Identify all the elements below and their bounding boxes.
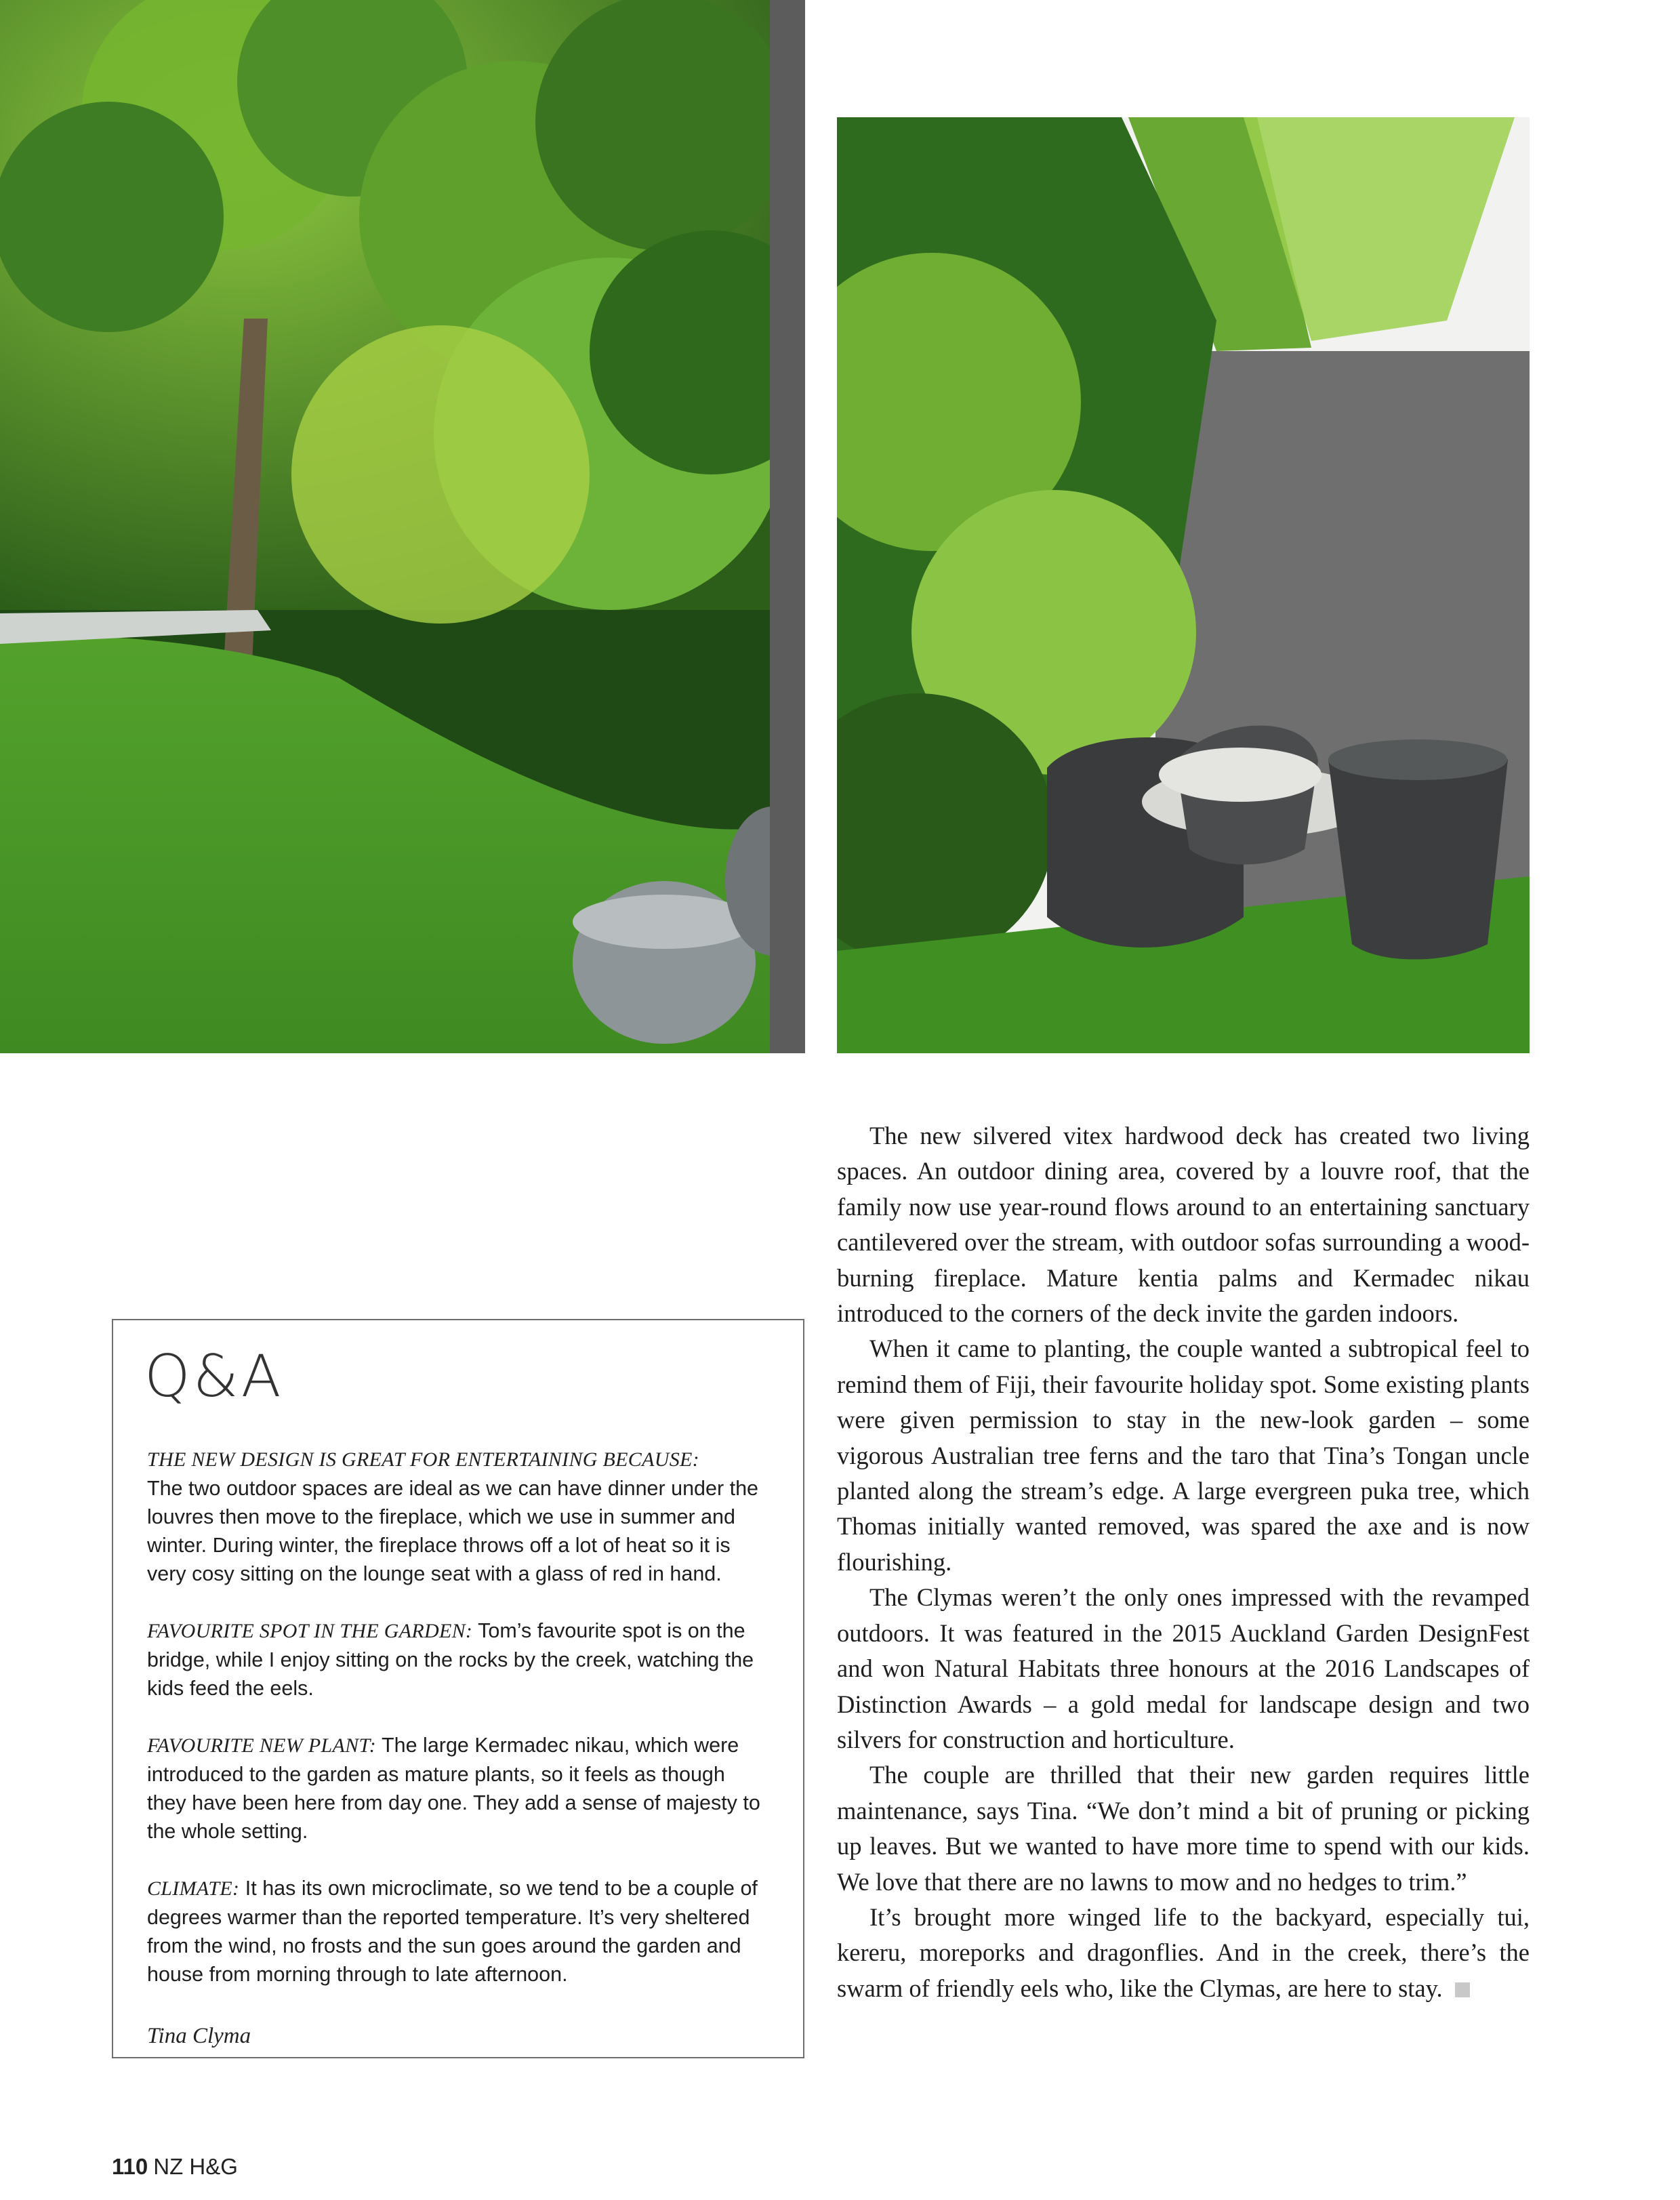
wicker-seating-illustration: [837, 117, 1530, 1053]
end-of-article-square-icon: [1455, 1982, 1470, 1997]
garden-lawn-photo: [0, 0, 805, 1053]
article-paragraph: The Clymas weren’t the only ones impressed with the revamped outdoors. It was featured in the 2015 Auckland Garden DesignFest and won Natural Habitats three honours at the 2016 Landscapes of Distinction Awards – a gold medal for landscape design and two silvers for construction and horticulture.: [837, 1583, 1530, 1753]
qa-answer: Tom’s favourite spot is on the bridge, while I enjoy sitting on the rocks by the creek, watching the kids feed the eels.: [147, 1619, 754, 1700]
garden-lawn-illustration: [0, 0, 805, 1053]
article-body: [837, 1118, 1530, 2006]
qa-signoff-author: Tina Clyma: [147, 2024, 251, 2048]
page-number: 110: [112, 2154, 148, 2179]
qa-entry: [147, 1616, 769, 1703]
qa-entry: [147, 1445, 769, 1588]
article-paragraph: When it came to planting, the couple wanted a subtropical feel to remind them of Fiji, their favourite holiday spot. Some existing plants were given permission to stay in the new-look garden – some vigorous Australian tree ferns and the taro that Tina’s Tongan uncle planted along the stream’s edge. A large evergreen puka tree, which Thomas initially wanted removed, was spared the axe and is now flourishing.: [837, 1335, 1530, 1576]
page-folio: [112, 2154, 238, 2180]
article-paragraph-text: It’s brought more winged life to the backyard, especially tui, kereru, moreporks and dragonflies. And in the creek, there’s the swarm of friendly eels who, like the Clymas, are here to stay.: [837, 1902, 1530, 2002]
qa-entry: [147, 1874, 769, 1989]
qa-answer: The two outdoor spaces are ideal as we can have dinner under the louvres then move to the fireplace, which we use in summer and winter. During winter, the fireplace throws off a lot of heat so it is very cosy sitting on the lounge seat with a glass of red in hand.: [147, 1477, 759, 1585]
article-paragraph: The new silvered vitex hardwood deck has created two living spaces. An outdoor dining area, covered by a louvre roof, that the family now use year-round flows around to an entertaining sanctuary cantilevered over the stream, with outdoor sofas surrounding a wood-burning fireplace. Mature kentia palms and Kermadec nikau introduced to the corners of the deck invite the garden indoors.: [837, 1122, 1530, 1328]
qa-question: FAVOURITE SPOT IN THE GARDEN:: [147, 1620, 473, 1642]
article-paragraph-last: [837, 1900, 1530, 2006]
qa-question: CLIMATE:: [147, 1877, 240, 1900]
qa-entry: [147, 1731, 769, 1846]
wicker-seating-photo: [837, 117, 1530, 1053]
publication-name: NZ H&G: [153, 2154, 238, 2179]
qa-question: THE NEW DESIGN IS GREAT FOR ENTERTAINING BECAUSE:: [147, 1448, 699, 1471]
qa-answer: It has its own microclimate, so we tend to be a couple of degrees warmer than the reported temperature. It’s very sheltered from the wind, no frosts and the sun goes around the garden and house from morning through to late afternoon.: [147, 1877, 758, 1986]
qa-heading: Q&A: [144, 1343, 284, 1410]
article-paragraph: The couple are thrilled that their new garden requires little maintenance, says Tina. “We don’t mind a bit of pruning or picking up leaves. But we wanted to have more time to spend with our kids. We love that there are no lawns to mow and no hedges to trim.”: [837, 1761, 1530, 1896]
qa-sidebar: [112, 1319, 804, 2058]
qa-answer: The large Kermadec nikau, which were introduced to the garden as mature plants, so it feels as though they have been here from day one. They add a sense of majesty to the whole setting.: [147, 1734, 760, 1843]
qa-question: FAVOURITE NEW PLANT:: [147, 1734, 377, 1757]
